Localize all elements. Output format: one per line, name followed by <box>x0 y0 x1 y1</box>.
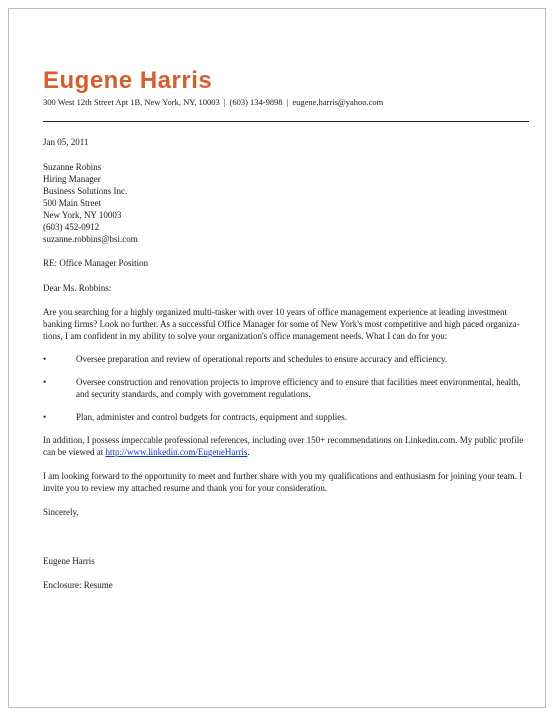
sender-name: Eugene Harris <box>43 67 213 94</box>
sender-address: 300 West 12th Street Apt 1B, New York, NY, 10003 <box>43 97 220 107</box>
intro-line: banking firms? Look no further. As a successful Office Manager for some of New York's most competitive and high paced organiza- <box>43 319 520 329</box>
recipient-street: 500 Main Street <box>43 198 101 208</box>
recipient-name: Suzanne Robins <box>43 162 102 172</box>
list-item <box>43 353 529 365</box>
document-frame <box>8 8 546 708</box>
recipient-title: Hiring Manager <box>43 174 101 184</box>
bullet-icon: • <box>43 412 47 422</box>
intro-line: Are you searching for a highly organized multi-tasker with over 10 years of office management experience at leading investment <box>43 307 508 317</box>
subject-line: RE: Office Manager Position <box>43 258 149 268</box>
intro-line: tions, I am confident in my ability to solve your organization's office management needs. What I can do for you: <box>43 331 448 341</box>
separator: | <box>286 97 289 107</box>
cover-letter <box>43 69 529 591</box>
sender-email: eugene.harris@yahoo.com <box>292 97 384 107</box>
references-text: can be viewed at <box>43 447 106 457</box>
recipient-email: suzanne.robbins@bsi.com <box>43 234 138 244</box>
recipient-phone: (603) 452-0912 <box>43 222 100 232</box>
recipient-company: Business Solutions Inc. <box>43 186 128 196</box>
closing-line: invite you to review my attached resume and thank you for your consideration. <box>43 483 328 493</box>
list-item-text: and security standards, and comply with government regulations. <box>76 389 311 399</box>
bullet-icon: • <box>43 354 47 364</box>
list-item <box>43 376 529 400</box>
intro-paragraph <box>43 306 529 342</box>
enclosure-note: Enclosure: Resume <box>43 580 113 590</box>
signature-name: Eugene Harris <box>43 556 95 566</box>
sender-phone: (603) 134-9898 <box>229 97 283 107</box>
references-line <box>43 446 529 458</box>
references-line: In addition, I possess impeccable professional references, including over 150+ recommendations on Linkedin.com. My public profile <box>43 435 524 445</box>
sender-contact-line <box>43 97 529 108</box>
letter-date: Jan 05, 2011 <box>43 137 89 147</box>
bullet-icon: • <box>43 377 47 387</box>
list-item <box>43 411 529 423</box>
salutation: Dear Ms. Robbins: <box>43 283 112 293</box>
list-item-text: Oversee preparation and review of operational reports and schedules to ensure accuracy and efficiency. <box>76 354 448 364</box>
complimentary-close: Sincerely, <box>43 507 79 517</box>
list-item-text: Oversee construction and renovation projects to improve efficiency and to ensure that facilities meet environmental, health, <box>76 377 521 387</box>
references-text: . <box>247 447 250 457</box>
separator: | <box>223 97 226 107</box>
list-item-text: Plan, administer and control budgets for contracts, equipment and supplies. <box>76 412 347 422</box>
recipient-address-block <box>43 161 529 245</box>
closing-paragraph <box>43 470 529 494</box>
references-paragraph <box>43 434 529 458</box>
recipient-city: New York, NY 10003 <box>43 210 122 220</box>
linkedin-profile-link[interactable]: http://www.linkedin.com/EugeneHarris <box>105 447 248 457</box>
qualifications-list <box>43 353 529 423</box>
header-divider <box>43 121 529 122</box>
closing-line: I am looking forward to the opportunity to meet and further share with you my qualifications and enthusiasm for joining your team. I <box>43 471 523 481</box>
